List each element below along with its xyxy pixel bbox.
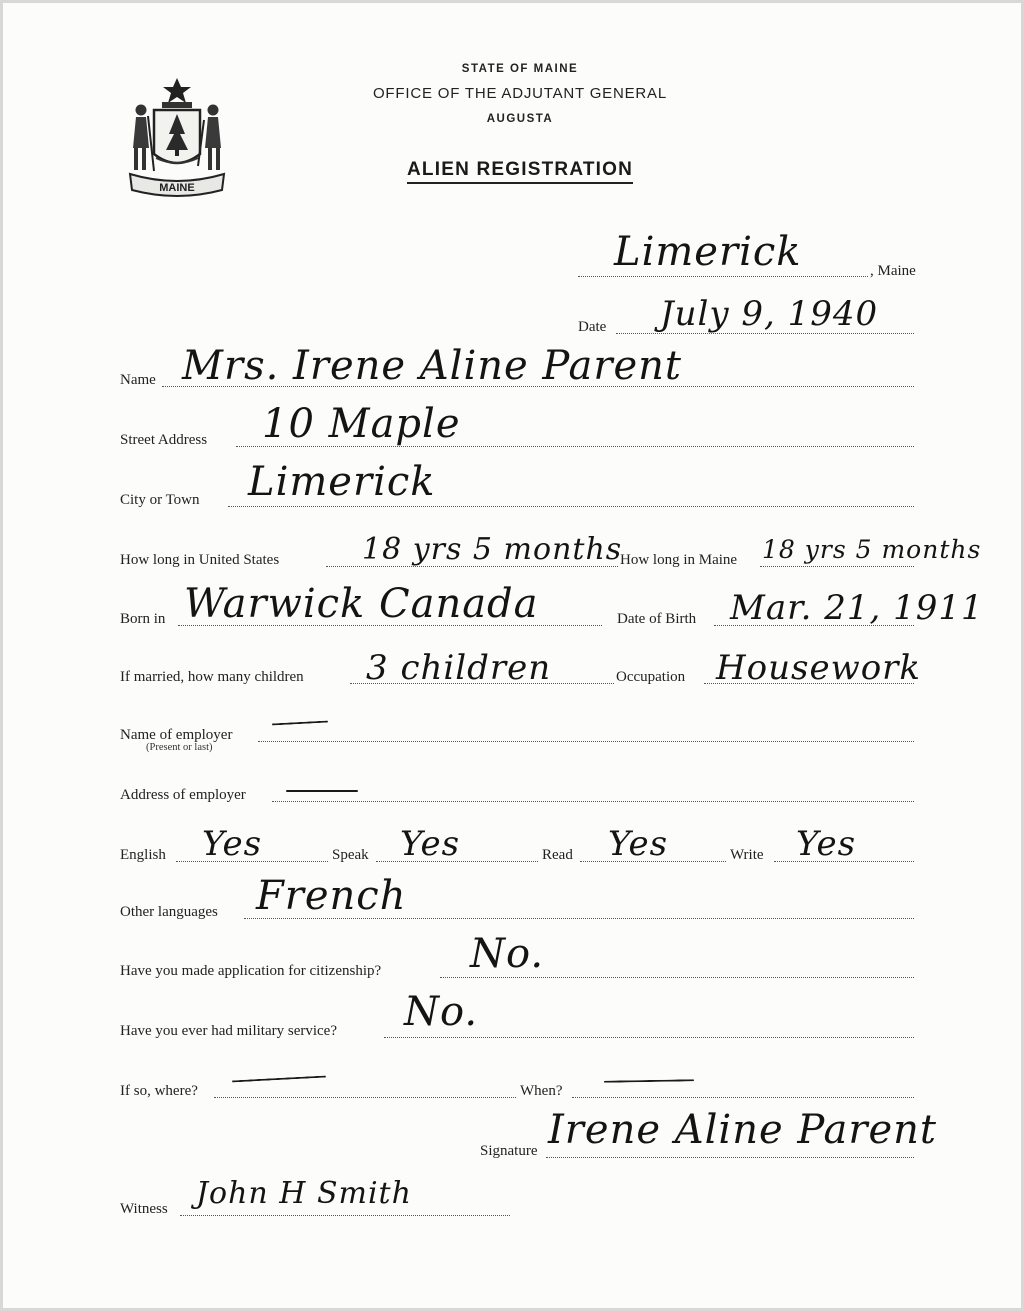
- born-in-entry: Warwick Canada: [184, 581, 539, 627]
- name-label: Name: [120, 372, 156, 388]
- maine-suffix-label: , Maine: [870, 263, 916, 279]
- how-long-maine-label: How long in Maine: [620, 552, 738, 568]
- read-entry: Yes: [608, 824, 669, 864]
- when-label: When?: [520, 1083, 563, 1099]
- seal-banner-text: MAINE: [159, 182, 195, 194]
- how-long-maine-entry: 18 yrs 5 months: [762, 535, 982, 564]
- form-title: [0, 159, 1024, 181]
- date-label: Date: [578, 319, 607, 335]
- write-label: Write: [730, 847, 764, 863]
- other-languages-entry: French: [256, 873, 407, 919]
- born-in-label: Born in: [120, 611, 166, 627]
- address-of-employer-label: Address of employer: [120, 787, 246, 803]
- write-entry: Yes: [796, 824, 857, 864]
- english-label: English: [120, 847, 166, 863]
- date-of-birth-entry: Mar. 21, 1911: [730, 588, 984, 628]
- how-long-us-entry: 18 yrs 5 months: [362, 532, 623, 567]
- form-title-text: ALIEN REGISTRATION: [407, 159, 633, 184]
- speak-label: Speak: [332, 847, 369, 863]
- children-entry: 3 children: [366, 648, 552, 688]
- military-label: Have you ever had military service?: [120, 1023, 337, 1039]
- when-line: [572, 1097, 914, 1098]
- other-languages-label: Other languages: [120, 904, 218, 920]
- name-of-employer-line: [258, 741, 914, 742]
- citizenship-label: Have you made application for citizenship?: [120, 963, 382, 979]
- read-label: Read: [542, 847, 573, 863]
- address-of-employer-line: [272, 801, 914, 802]
- occupation-label: Occupation: [616, 669, 686, 685]
- military-entry: No.: [404, 989, 479, 1035]
- signature-line: [546, 1157, 914, 1158]
- when-dash: [604, 1079, 694, 1083]
- if-so-where-dash: [232, 1076, 326, 1083]
- address-of-employer-dash: [286, 790, 358, 792]
- signature-label: Signature: [480, 1143, 538, 1159]
- town-entry: Limerick: [614, 229, 802, 275]
- if-so-where-line: [214, 1097, 516, 1098]
- city-heading: AUGUSTA: [486, 113, 554, 125]
- city-or-town-entry: Limerick: [248, 459, 436, 505]
- present-or-last-label: (Present or last): [146, 742, 213, 753]
- street-address-entry: 10 Maple: [262, 401, 461, 447]
- office-heading: OFFICE OF THE ADJUTANT GENERAL: [372, 85, 668, 102]
- citizenship-line: [440, 977, 914, 978]
- military-line: [384, 1037, 914, 1038]
- if-married-label: If married, how many children: [120, 669, 304, 685]
- state-heading: STATE OF MAINE: [461, 63, 579, 75]
- witness-line: [180, 1215, 510, 1216]
- how-long-us-label: How long in United States: [120, 552, 280, 568]
- speak-entry: Yes: [400, 824, 461, 864]
- street-address-label: Street Address: [120, 432, 208, 448]
- name-of-employer-label: Name of employer: [120, 727, 233, 743]
- witness-label: Witness: [120, 1201, 168, 1217]
- name-entry: Mrs. Irene Aline Parent: [182, 343, 682, 389]
- date-of-birth-label: Date of Birth: [617, 611, 697, 627]
- city-or-town-label: City or Town: [120, 492, 200, 508]
- english-entry: Yes: [202, 824, 263, 864]
- name-of-employer-dash: [272, 721, 328, 726]
- city-or-town-line: [228, 506, 914, 507]
- occupation-entry: Housework: [716, 648, 922, 688]
- if-so-where-label: If so, where?: [120, 1083, 198, 1099]
- citizenship-entry: No.: [470, 931, 545, 977]
- signature-entry: Irene Aline Parent: [548, 1107, 937, 1153]
- town-line: [578, 276, 868, 277]
- witness-entry: John H Smith: [196, 1176, 412, 1211]
- date-entry: July 9, 1940: [660, 294, 879, 334]
